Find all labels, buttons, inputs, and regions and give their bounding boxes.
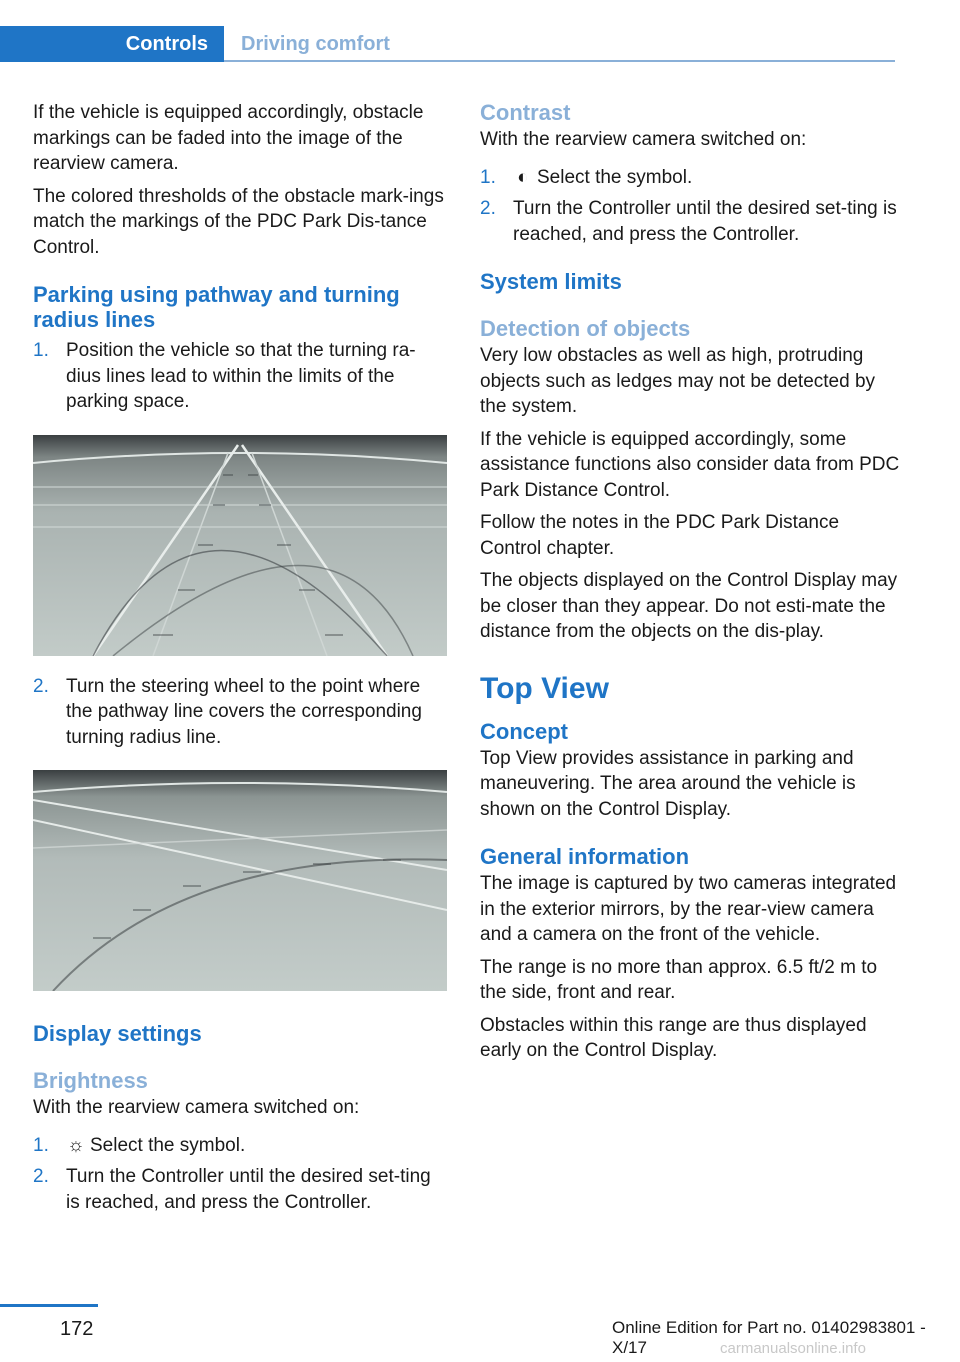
contrast-heading: Contrast xyxy=(480,100,571,125)
step-text: Turn the Controller until the desired set-ting is reached, and press the Controller. xyxy=(513,198,897,245)
detection-paragraph-4: The objects displayed on the Control Display may be closer than they appear. Do not esti-mate the distance from the objects on the dis-play. xyxy=(480,570,898,642)
footer-rule xyxy=(0,1304,98,1307)
top-view-heading: Top View xyxy=(480,671,609,705)
edition-info: Online Edition for Part no. 01402983801 - X/17 xyxy=(612,1318,926,1357)
header-rule xyxy=(224,60,895,62)
right-column xyxy=(480,100,900,1071)
concept-heading: Concept xyxy=(480,718,568,744)
contrast-icon: ◐ xyxy=(517,166,529,188)
parking-step-1 xyxy=(33,338,447,415)
watermark: carmanualsonline.info xyxy=(720,1340,866,1357)
concept-paragraph: Top View provides assistance in parking and maneuvering. The area around the vehicle is shown on the Control Display. xyxy=(480,747,856,820)
step-number: 1. xyxy=(480,166,496,188)
step-number: 2. xyxy=(480,198,496,219)
page-number: 172 xyxy=(60,1318,94,1340)
left-column xyxy=(33,100,447,1221)
brightness-steps xyxy=(33,1133,447,1216)
camera-image-pathway xyxy=(33,770,447,991)
brightness-icon: ☼ xyxy=(67,1134,85,1156)
step-text: Select the symbol. xyxy=(90,1134,246,1156)
general-paragraph-3: Obstacles within this range are thus displayed early on the Control Display. xyxy=(480,1014,867,1061)
general-information-heading: General information xyxy=(480,844,690,869)
brightness-step-2 xyxy=(33,1164,447,1215)
section-tab-driving-comfort: Driving comfort xyxy=(241,33,390,55)
contrast-intro: With the rearview camera switched on: xyxy=(480,129,807,150)
display-settings-heading: Display settings xyxy=(33,1021,202,1046)
step-number: 1. xyxy=(33,1134,49,1156)
detection-paragraph-2: If the vehicle is equipped accordingly, some assistance functions also consider data from PDC Park Distance Control. xyxy=(480,428,900,501)
step-number: 2. xyxy=(33,675,49,697)
camera-image-turning-radius xyxy=(33,435,447,656)
detection-heading: Detection of objects xyxy=(480,316,691,341)
step-number: 1. xyxy=(33,340,49,361)
step-text: Turn the Controller until the desired set-ting is reached, and press the Controller. xyxy=(66,1166,431,1213)
system-limits-heading: System limits xyxy=(480,269,622,294)
parking-steps-2 xyxy=(33,674,447,751)
section-tab-controls: Controls xyxy=(0,26,224,62)
intro-paragraph-1: If the vehicle is equipped accordingly, obstacle markings can be faded into the image of the rearview camera. xyxy=(33,102,424,174)
parking-steps-1 xyxy=(33,338,447,415)
contrast-step-2 xyxy=(480,196,900,247)
brightness-intro: With the rearview camera switched on: xyxy=(33,1097,360,1118)
step-text: Position the vehicle so that the turning ra-dius lines lead to within the limits of the parking space. xyxy=(66,340,416,412)
step-text: Select the symbol. xyxy=(537,166,693,188)
step-number: 2. xyxy=(33,1166,49,1187)
brightness-heading: Brightness xyxy=(33,1068,148,1093)
general-paragraph-2: The range is no more than approx. 6.5 ft/2 m to the side, front and rear. xyxy=(480,956,878,1003)
contrast-steps xyxy=(480,165,900,248)
brightness-step-1 xyxy=(33,1133,447,1159)
page-header xyxy=(0,0,960,62)
step-text: Turn the steering wheel to the point where the pathway line covers the corresponding turning radius line. xyxy=(66,675,422,748)
general-paragraph-1: The image is captured by two cameras integrated in the exterior mirrors, by the rear-view camera and a camera on the front of the vehicle. xyxy=(480,873,897,945)
intro-paragraph-2: The colored thresholds of the obstacle mark-ings match the markings of the PDC Park Dis-tance Control. xyxy=(33,185,444,258)
parking-heading: Parking using pathway and turning radius lines xyxy=(33,282,400,332)
detection-paragraph-3: Follow the notes in the PDC Park Distance Control chapter. xyxy=(480,512,840,559)
contrast-step-1 xyxy=(480,165,900,191)
detection-paragraph-1: Very low obstacles as well as high, protruding objects such as ledges may not be detected by the system. xyxy=(480,345,876,417)
parking-step-2 xyxy=(33,674,447,751)
